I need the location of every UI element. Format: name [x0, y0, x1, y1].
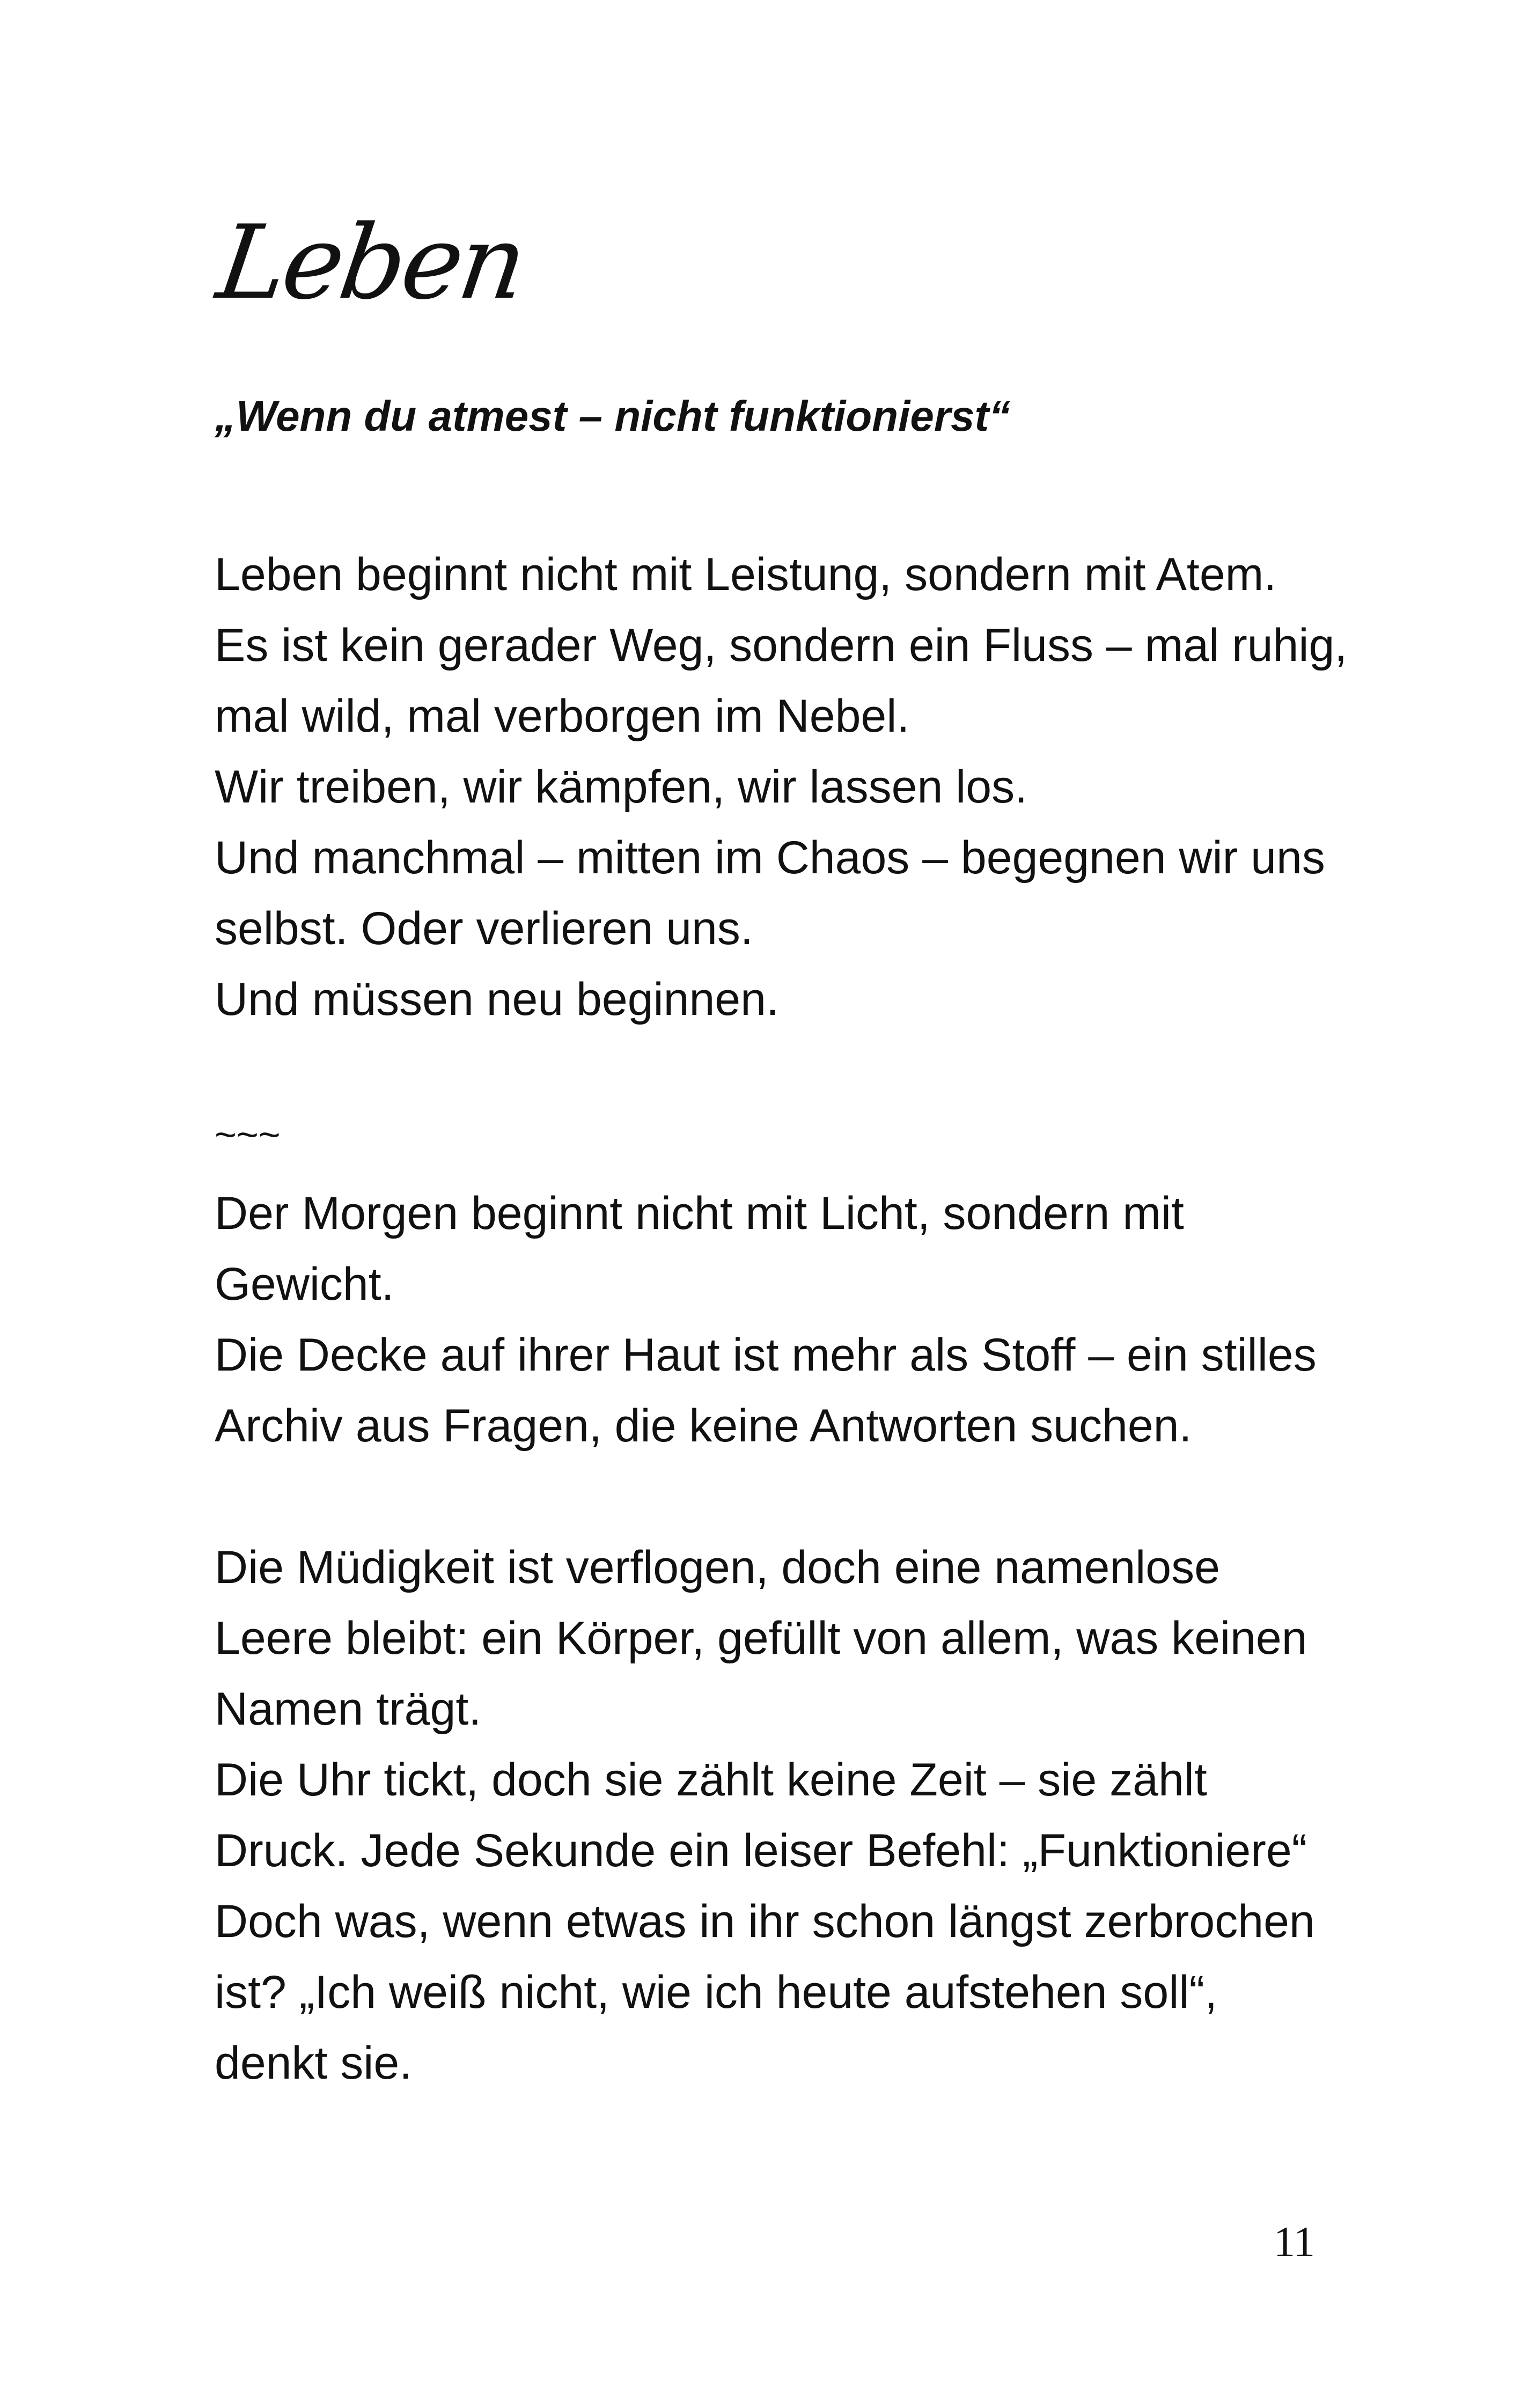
text-line: mal wild, mal verborgen im Nebel. [215, 690, 910, 742]
text-line: Und müssen neu beginnen. [215, 974, 779, 1025]
section-divider: ~~~ [215, 1114, 281, 1155]
text-line: Die Müdigkeit ist verflogen, doch eine namenlose [215, 1542, 1220, 1593]
text-line: Die Decke auf ihrer Haut ist mehr als Stoff – ein stilles [215, 1329, 1317, 1381]
text-line: Gewicht. [215, 1258, 394, 1310]
morning-paragraph [215, 1178, 1363, 1461]
text-line: Es ist kein gerader Weg, sondern ein Fluss – mal ruhig, [215, 620, 1348, 671]
tiredness-paragraph [215, 1532, 1363, 2098]
text-line: selbst. Oder verlieren uns. [215, 903, 753, 954]
text-line: Archiv aus Fragen, die keine Antworten suchen. [215, 1400, 1192, 1452]
text-line: Leere bleibt: ein Körper, gefüllt von allem, was keinen [215, 1612, 1307, 1664]
text-line: Der Morgen beginnt nicht mit Licht, sondern mit [215, 1188, 1184, 1239]
text-line: Wir treiben, wir kämpfen, wir lassen los. [215, 761, 1027, 813]
chapter-subtitle: „Wenn du atmest – nicht funktionierst“ [215, 392, 1011, 440]
text-line: Und manchmal – mitten im Chaos – begegnen wir uns [215, 832, 1325, 883]
intro-paragraph [215, 539, 1363, 1035]
text-line: Die Uhr tickt, doch sie zählt keine Zeit – sie zählt [215, 1754, 1207, 1806]
text-line: denkt sie. [215, 2037, 413, 2089]
text-line: Druck. Jede Sekunde ein leiser Befehl: „Funktioniere“ [215, 1825, 1307, 1876]
text-line: Doch was, wenn etwas in ihr schon längst zerbrochen [215, 1896, 1315, 1947]
text-line: ist? „Ich weiß nicht, wie ich heute aufstehen soll“, [215, 1967, 1217, 2018]
page-number: 11 [1273, 2219, 1315, 2266]
chapter-title: Leben [210, 203, 531, 322]
text-line: Leben beginnt nicht mit Leistung, sondern mit Atem. [215, 549, 1277, 600]
text-line: Namen trägt. [215, 1683, 482, 1735]
